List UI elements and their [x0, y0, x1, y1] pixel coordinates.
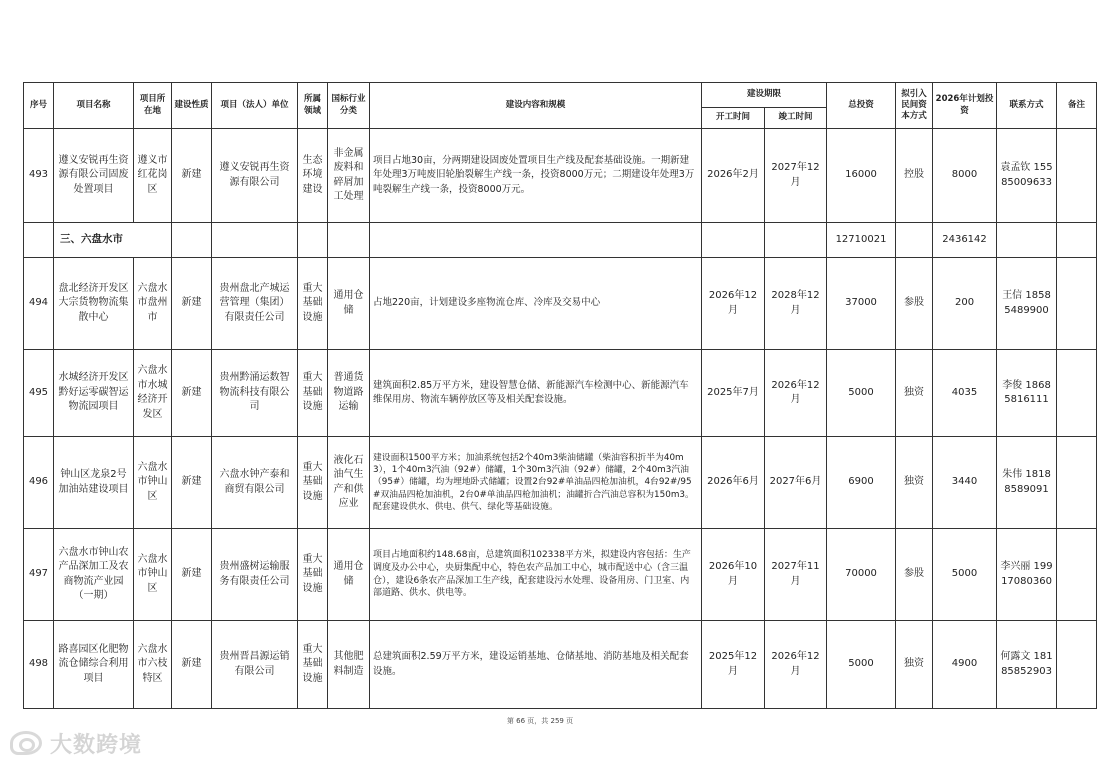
header-total: 总投资	[827, 83, 896, 129]
cell-unit: 六盘水钟产泰和商贸有限公司	[212, 437, 298, 529]
cell-industry: 普通货物道路运输	[328, 350, 370, 437]
project-table	[23, 82, 1097, 709]
cell-plan: 5000	[933, 529, 997, 621]
cell-total: 37000	[827, 258, 896, 350]
cell-name: 路喜园区化肥物流仓储综合利用项目	[54, 621, 134, 709]
watermark-text: 大数跨境	[50, 732, 143, 758]
cell-empty	[328, 223, 370, 258]
cell-remark	[1057, 258, 1097, 350]
cell-location: 六盘水市水城经济开发区	[134, 350, 172, 437]
cell-empty	[172, 223, 212, 258]
cell-content: 项目占地30亩，分两期建设固废处置项目生产线及配套基础设施。一期新建年处理3万吨废旧轮胎裂解生产线一条，投资8000万元；二期建设年处理3万吨裂解生产线一条，投资8000万元。	[370, 129, 702, 223]
cell-start: 2026年10月	[702, 529, 765, 621]
cell-total: 16000	[827, 129, 896, 223]
cell-plan: 4900	[933, 621, 997, 709]
cell-nature: 新建	[172, 258, 212, 350]
cell-nature: 新建	[172, 129, 212, 223]
header-unit: 项目（法人）单位	[212, 83, 298, 129]
cell-plan: 4035	[933, 350, 997, 437]
cell-contact: 袁孟钦 15585009633	[997, 129, 1057, 223]
table-row	[24, 350, 1097, 437]
cell-total: 70000	[827, 529, 896, 621]
cell-start: 2025年12月	[702, 621, 765, 709]
cell-content: 占地220亩，计划建设多座物流仓库、冷库及交易中心	[370, 258, 702, 350]
cell-location: 六盘水市六枝特区	[134, 621, 172, 709]
cell-end: 2028年12月	[765, 258, 827, 350]
header-seq: 序号	[24, 83, 54, 129]
cell-seq: 496	[24, 437, 54, 529]
cell-name: 六盘水市钟山农产品深加工及农商物流产业园（一期）	[54, 529, 134, 621]
cell-plan: 8000	[933, 129, 997, 223]
cell-field: 重大基础设施	[298, 258, 328, 350]
cell-nature: 新建	[172, 350, 212, 437]
city-plan: 2436142	[933, 223, 997, 258]
header-contact: 联系方式	[997, 83, 1057, 129]
table-row	[24, 621, 1097, 709]
cell-name: 遵义安锐再生资源有限公司固废处置项目	[54, 129, 134, 223]
city-subtotal-row	[24, 223, 1097, 258]
cell-empty	[1057, 223, 1097, 258]
cell-nature: 新建	[172, 529, 212, 621]
cell-contact: 李兴丽 19917080360	[997, 529, 1057, 621]
header-private: 拟引入民间资本方式	[896, 83, 933, 129]
cell-contact: 李俊 18685816111	[997, 350, 1057, 437]
cell-seq: 495	[24, 350, 54, 437]
cell-field: 重大基础设施	[298, 621, 328, 709]
cell-empty	[997, 223, 1057, 258]
cell-end: 2027年6月	[765, 437, 827, 529]
cell-nature: 新建	[172, 437, 212, 529]
header-period: 建设期限	[702, 83, 827, 108]
header-location: 项目所在地	[134, 83, 172, 129]
cell-private: 参股	[896, 258, 933, 350]
cell-industry: 通用仓储	[328, 258, 370, 350]
cell-content: 建筑面积2.85万平方米，建设智慧仓储、新能源汽车检测中心、新能源汽车维保用房、物流车辆停放区等及相关配套设施。	[370, 350, 702, 437]
table-row	[24, 129, 1097, 223]
cell-name: 盘北经济开发区大宗货物物流集散中心	[54, 258, 134, 350]
cell-empty	[765, 223, 827, 258]
cell-remark	[1057, 129, 1097, 223]
watermark-logo-icon	[10, 731, 42, 755]
cell-total: 5000	[827, 621, 896, 709]
cell-empty	[370, 223, 702, 258]
cell-end: 2026年12月	[765, 350, 827, 437]
cell-contact: 王信 18585489900	[997, 258, 1057, 350]
cell-remark	[1057, 350, 1097, 437]
cell-start: 2026年2月	[702, 129, 765, 223]
watermark	[10, 728, 142, 758]
cell-unit: 贵州盛树运输服务有限责任公司	[212, 529, 298, 621]
cell-total: 5000	[827, 350, 896, 437]
cell-seq: 494	[24, 258, 54, 350]
cell-seq: 497	[24, 529, 54, 621]
cell-field: 重大基础设施	[298, 437, 328, 529]
cell-content: 项目占地面积约148.68亩，总建筑面积102338平方米，拟建设内容包括：生产调度及办公中心，央厨集配中心，特色农产品加工中心，城市配送中心（含三温仓），建设6条农产品深加工生产线，配套建设污水处理、设备用房、门卫室、内部道路、供水、供电等。	[370, 529, 702, 621]
cell-seq: 498	[24, 621, 54, 709]
table-row	[24, 437, 1097, 529]
cell-end: 2026年12月	[765, 621, 827, 709]
cell-field: 生态环境建设	[298, 129, 328, 223]
header-industry: 国标行业分类	[328, 83, 370, 129]
header-remark: 备注	[1057, 83, 1097, 129]
cell-end: 2027年11月	[765, 529, 827, 621]
cell-seq: 493	[24, 129, 54, 223]
cell-private: 独资	[896, 621, 933, 709]
cell-empty	[24, 223, 54, 258]
header-end: 竣工时间	[765, 108, 827, 129]
header-name: 项目名称	[54, 83, 134, 129]
cell-empty	[896, 223, 933, 258]
cell-empty	[702, 223, 765, 258]
page-footer: 第 66 页，共 259 页	[506, 717, 574, 725]
city-name: 三、六盘水市	[54, 223, 172, 258]
cell-private: 参股	[896, 529, 933, 621]
cell-field: 重大基础设施	[298, 529, 328, 621]
table-row	[24, 258, 1097, 350]
header-start: 开工时间	[702, 108, 765, 129]
cell-location: 六盘水市钟山区	[134, 529, 172, 621]
cell-private: 独资	[896, 350, 933, 437]
cell-name: 钟山区龙泉2号加油站建设项目	[54, 437, 134, 529]
cell-location: 遵义市红花岗区	[134, 129, 172, 223]
cell-content: 总建筑面积2.59万平方米，建设运销基地、仓储基地、消防基地及相关配套设施。	[370, 621, 702, 709]
table-row	[24, 529, 1097, 621]
cell-remark	[1057, 437, 1097, 529]
city-total: 12710021	[827, 223, 896, 258]
cell-industry: 其他肥料制造	[328, 621, 370, 709]
cell-start: 2025年7月	[702, 350, 765, 437]
cell-unit: 贵州黔涌运数智物流科技有限公司	[212, 350, 298, 437]
cell-empty	[212, 223, 298, 258]
header-nature: 建设性质	[172, 83, 212, 129]
cell-location: 六盘水市盘州市	[134, 258, 172, 350]
cell-unit: 贵州盘北产城运营管理（集团）有限责任公司	[212, 258, 298, 350]
cell-industry: 液化石油气生产和供应业	[328, 437, 370, 529]
header-field: 所属领域	[298, 83, 328, 129]
cell-contact: 朱伟 18188589091	[997, 437, 1057, 529]
cell-total: 6900	[827, 437, 896, 529]
cell-start: 2026年6月	[702, 437, 765, 529]
cell-industry: 非金属废料和碎屑加工处理	[328, 129, 370, 223]
cell-private: 控股	[896, 129, 933, 223]
header-row	[24, 83, 1097, 108]
cell-empty	[298, 223, 328, 258]
cell-start: 2026年12月	[702, 258, 765, 350]
cell-content: 建设面积1500平方米；加油系统包括2个40m3柴油储罐（柴油容积折半为40m3），1个40m3汽油（92#）储罐，1个30m3汽油（92#）储罐，2个40m3汽油（95#）储罐，均为埋地卧式储罐；设置2台92#单油品四枪加油机，4台92#/95#双油品四枪加油机，2台0#单油品四枪加油机；油罐折合汽油总容积为150m3。配套建设供水、供电、供气、绿化等基础设施。	[370, 437, 702, 529]
cell-industry: 通用仓储	[328, 529, 370, 621]
cell-field: 重大基础设施	[298, 350, 328, 437]
cell-location: 六盘水市钟山区	[134, 437, 172, 529]
cell-plan: 3440	[933, 437, 997, 529]
cell-remark	[1057, 529, 1097, 621]
header-plan: 2026年计划投资	[933, 83, 997, 129]
cell-plan: 200	[933, 258, 997, 350]
cell-remark	[1057, 621, 1097, 709]
cell-contact: 何露文 18185852903	[997, 621, 1057, 709]
cell-unit: 贵州晋昌源运销有限公司	[212, 621, 298, 709]
header-content: 建设内容和规模	[370, 83, 702, 129]
cell-private: 独资	[896, 437, 933, 529]
cell-name: 水城经济开发区黔好运零碳智运物流园项目	[54, 350, 134, 437]
cell-nature: 新建	[172, 621, 212, 709]
cell-unit: 遵义安锐再生资源有限公司	[212, 129, 298, 223]
cell-end: 2027年12月	[765, 129, 827, 223]
